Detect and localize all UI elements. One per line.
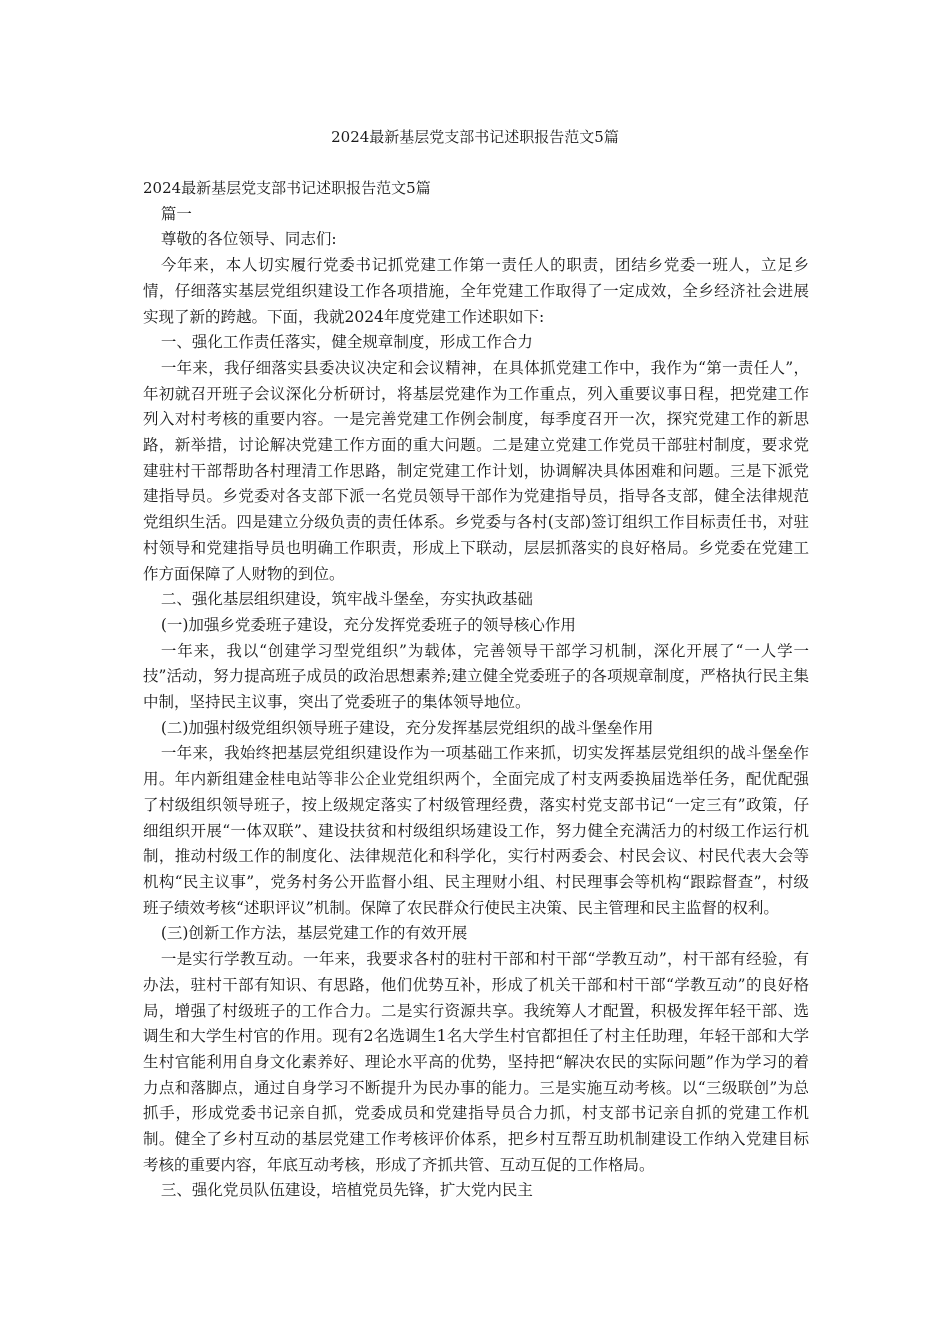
body-paragraph: 一年来，我仔细落实县委决议决定和会议精神，在具体抓党建工作中，我作为“第一责任人”， 年初就召开班子会议深化分析研讨，将基层党建作为工作重点，列入重要议事日程，把党建工作列入对村考核的重要内容。一是完善党建工作例会制度，每季度召开一次，探究党建工作的新思路，新举措，讨论解决党建工作方面的重大问题。二是建立党建工作党员干部驻村制度，要求党建驻村干部帮助各村理清工作思路，制定党建工作计划，协调解决具体困难和问题。三是下派党建指导员。乡党委对各支部下派一名党员领导干部作为党建指导员，指导各支部，健全法律规范党组织生活。四是建立分级负责的责任体系。乡党委与各村(支部)签订组织工作目标责任书，对驻村领导和党建指导员也明确工作职责，形成上下联动，层层抓落实的良好格局。乡党委在党建工作方面保障了人财物的到位。	[143, 358, 809, 583]
body-paragraph: 今年来，本人切实履行党委书记抓党建工作第一责任人的职责，团结乡党委一班人，立足乡情，仔细落实基层党组织建设工作各项措施，全年党建工作取得了一定成效，全乡经济社会进展实现了新的跨越。下面，我就2024年度党建工作述职如下:	[143, 256, 809, 326]
body-paragraph: 一年来，我始终把基层党组织建设作为一项基础工作来抓，切实发挥基层党组织的战斗堡垒作用。年内新组建金桂电站等非公企业党组织两个，全面完成了村支两委换届选举任务，配优配强了村级组织领导班子，按上级规定落实了村级管理经费，落实村党支部书记“一定三有”政策，仔细组织开展“一体双联”、建设扶贫和村级组织场建设工作，努力健全充满活力的村级工作运行机制，推动村级工作的制度化、法律规范化和科学化，实行村两委会、村民会议、村民代表大会等机构“民主议事”，党务村务公开监督小组、民主理财小组、村民理事会等机构“跟踪督查”，村级班子绩效考核“述职评议”机制。保障了农民群众行使民主决策、民主管理和民主监督的权利。	[143, 744, 809, 917]
document-body	[143, 176, 809, 1204]
body-paragraph: 三、强化党员队伍建设，培植党员先锋，扩大党内民主	[160, 1181, 533, 1200]
body-paragraph: 二、强化基层组织建设，筑牢战斗堡垒，夯实执政基础	[160, 590, 533, 609]
body-paragraph: 一、强化工作责任落实，健全规章制度，形成工作合力	[160, 333, 533, 352]
document-subtitle: 2024最新基层党支部书记述职报告范文5篇	[143, 179, 431, 197]
body-paragraph: 尊敬的各位领导、同志们:	[160, 230, 337, 249]
body-paragraph: 一年来，我以“创建学习型党组织”为载体，完善领导干部学习机制，深化开展了“一人学一技”活动，努力提高班子成员的政治思想素养;建立健全党委班子的各项规章制度，严格执行民主集中制，坚持民主议事，突出了党委班子的集体领导地位。	[143, 641, 809, 712]
body-paragraph: (三)创新工作方法，基层党建工作的有效开展	[160, 924, 468, 943]
body-paragraph: 一是实行学教互动。一年来，我要求各村的驻村干部和村干部“学教互动”，村干部有经验，有办法，驻村干部有知识、有思路，他们优势互补，形成了机关干部和村干部“学教互动”的良好格局，增强了村级班子的工作合力。二是实行资源共享。我统筹人才配置，积极发挥年轻干部、选调生和大学生村官的作用。现有2名选调生1名大学生村官都担任了村主任助理，年轻干部和大学生村官能利用自身文化素养好、理论水平高的优势，坚持把“解决农民的实际问题”作为学习的着力点和落脚点，通过自身学习不断提升为民办事的能力。三是实施互动考核。以“三级联创”为总抓手，形成党委书记亲自抓，党委成员和党建指导员合力抓，村支部书记亲自抓的党建工作机制。健全了乡村互动的基层党建工作考核评价体系，把乡村互帮互助机制建设工作纳入党建目标考核的重要内容，年底互动考核，形成了齐抓共管、互动互促的工作格局。	[143, 950, 809, 1174]
body-paragraph: 篇一	[160, 204, 192, 223]
body-paragraph: (一)加强乡党委班子建设，充分发挥党委班子的领导核心作用	[160, 615, 576, 634]
body-paragraph: (二)加强村级党组织领导班子建设，充分发挥基层党组织的战斗堡垒作用	[160, 718, 654, 737]
document-title: 2024最新基层党支部书记述职报告范文5篇	[331, 128, 619, 146]
